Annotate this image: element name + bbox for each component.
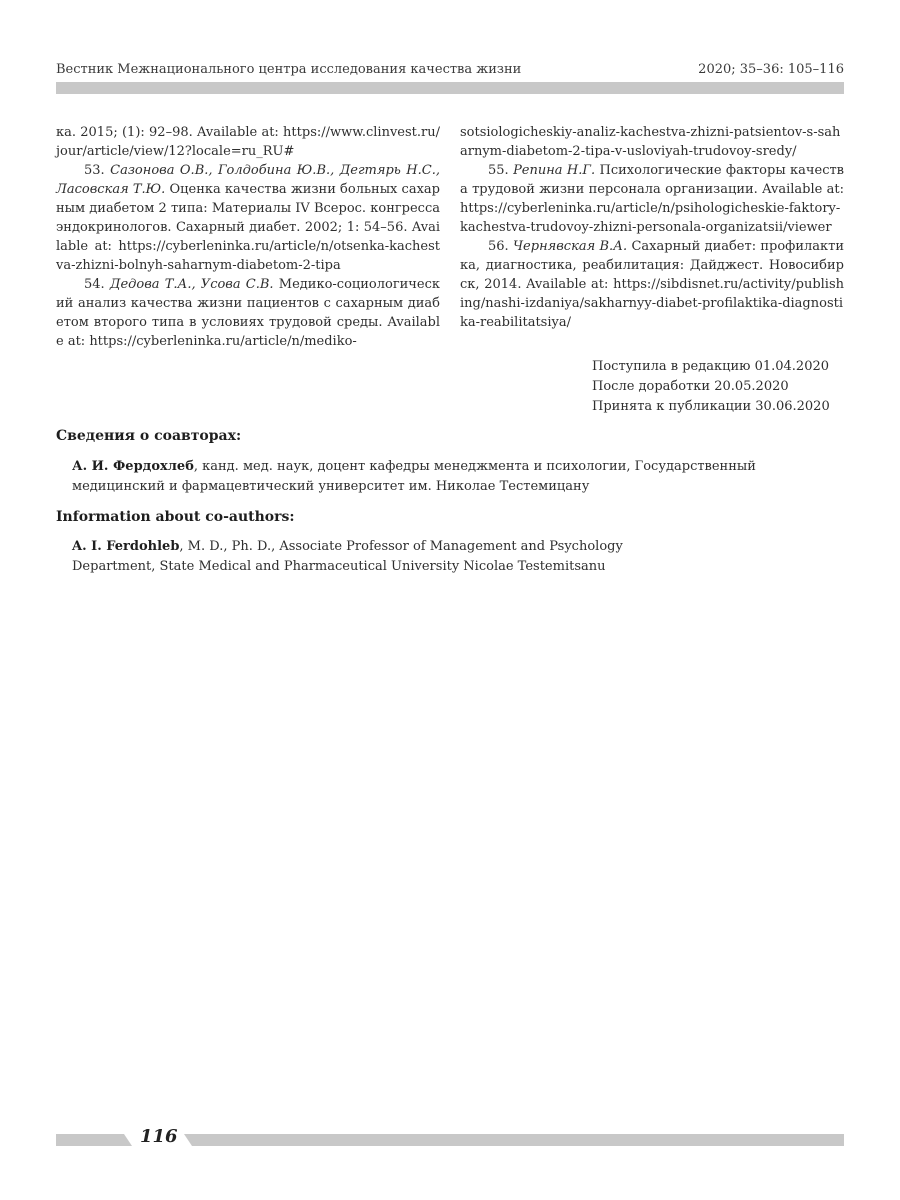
reference-number: 55. bbox=[488, 163, 509, 178]
received-date: Поступила в редакцию 01.04.2020 bbox=[592, 359, 830, 374]
page-number: 116 bbox=[140, 1126, 178, 1147]
reference-authors: Чернявская В.А. bbox=[513, 239, 628, 254]
issue-pages: 2020; 35–36: 105–116 bbox=[698, 62, 844, 77]
reference-56 bbox=[460, 237, 844, 332]
coauthor-info-ru bbox=[72, 457, 792, 497]
reference-text: Оценка качества жизни больных сахарным диабетом 2 типа: Материалы IV Всерос. конгресса эндокринологов. Сахарный диабет. 2002; 1: 54–56. Available at: https://cyberleninka.ru/article/n/otsenka-kachestva-zhizni-bolnyh-saharnym-diabetom-2-tipa bbox=[56, 182, 440, 273]
coauthors-heading-en: Information about co-authors: bbox=[56, 509, 295, 525]
coauthor-info-en bbox=[72, 537, 702, 577]
footer-rule-right bbox=[192, 1134, 844, 1146]
reference-number: 54. bbox=[84, 277, 105, 292]
reference-55 bbox=[460, 161, 844, 237]
reference-authors: Дедова Т.А., Усова С.В. bbox=[109, 277, 274, 292]
running-head bbox=[56, 62, 844, 82]
reference-53 bbox=[56, 161, 440, 275]
coauthors-heading-ru: Сведения о соавторах: bbox=[56, 428, 242, 444]
reference-number: 53. bbox=[84, 163, 105, 178]
submission-dates bbox=[592, 357, 830, 417]
reference-continuation: sotsiologicheskiy-analiz-kachestva-zhizni-patsientov-s-saharnym-diabetom-2-tipa-v-usloviyah-trudovoy-sredy/ bbox=[460, 125, 841, 159]
references-column-right bbox=[460, 123, 844, 332]
footer-rule-left bbox=[56, 1134, 124, 1146]
reference-continuation: ка. 2015; (1): 92–98. Available at: https://www.clinvest.ru/jour/article/view/12?locale=ru_RU# bbox=[56, 125, 440, 159]
coauthor-name: A. I. Ferdohleb bbox=[72, 539, 180, 554]
accepted-date: Принята к публикации 30.06.2020 bbox=[592, 399, 830, 414]
header-rule bbox=[56, 82, 844, 94]
reference-authors: Репина Н.Г. bbox=[513, 163, 596, 178]
journal-title: Вестник Межнационального центра исследования качества жизни bbox=[56, 62, 522, 77]
coauthor-name: А. И. Фердохлеб bbox=[72, 459, 194, 474]
reference-authors: Сазонова О.В., Голдобина Ю.В., Дегтярь Н.С., Ласовская Т.Ю. bbox=[56, 163, 440, 197]
reference-text: Психологические факторы качества трудовой жизни персонала организации. Available at: https://cyberleninka.ru/article/n/psihologicheskie-faktory-kachestva-trudovoy-zhizni-personala-organizatsii/viewer bbox=[460, 163, 844, 235]
coauthor-details: , канд. мед. наук, доцент кафедры менеджмента и психологии, Государственный медицинский и фармацевтический университет им. Николае Тестемицану bbox=[72, 459, 756, 494]
reference-text: Медико-социологический анализ качества жизни пациентов с сахарным диабетом второго типа в условиях трудовой среды. Available at: https://cyberleninka.ru/article/n/mediko- bbox=[56, 277, 440, 349]
reference-54 bbox=[56, 275, 440, 351]
reference-number: 56. bbox=[488, 239, 509, 254]
reference-text: Сахарный диабет: профилактика, диагностика, реабилитация: Дайджест. Новосибирск, 2014. Available at: https://sibdisnet.ru/activity/publishing/nashi-izdaniya/sakharnyy-diabet-profilaktika-diagnostika-reabilitatsiya/ bbox=[460, 239, 845, 330]
coauthor-details: , M. D., Ph. D., Associate Professor of Management and Psychology Department, State Medical and Pharmaceutical University Nicolae Testemitsanu bbox=[72, 539, 623, 574]
references-column-left bbox=[56, 123, 440, 351]
revised-date: После доработки 20.05.2020 bbox=[592, 379, 789, 394]
